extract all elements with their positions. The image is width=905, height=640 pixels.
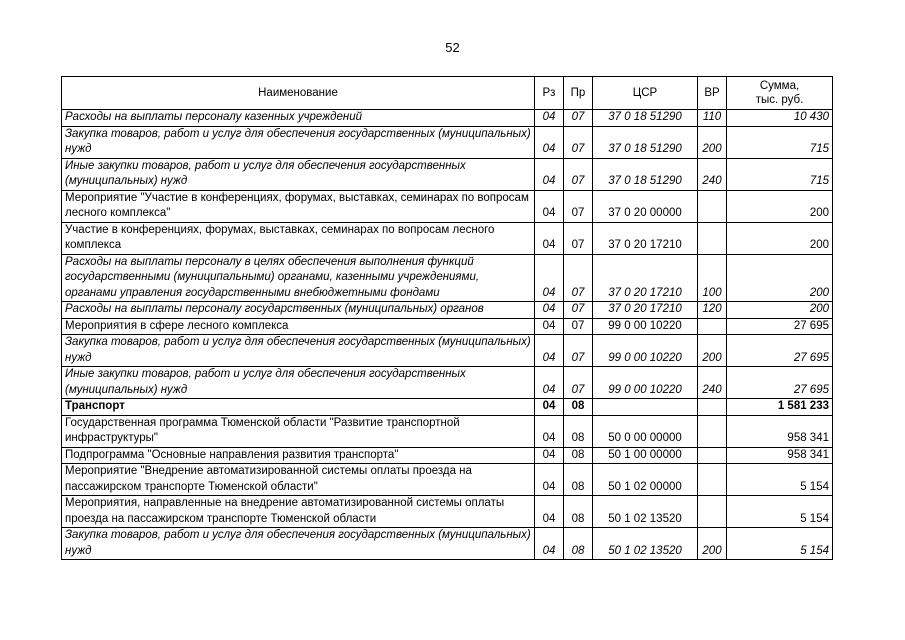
cell-rz: 04	[535, 367, 564, 399]
budget-table	[61, 76, 833, 560]
table-row	[62, 126, 833, 158]
table-row	[62, 496, 833, 528]
cell-vr: 100	[698, 254, 727, 302]
cell-rz: 04	[535, 496, 564, 528]
table-row	[62, 367, 833, 399]
cell-name: Подпрограмма "Основные направления развития транспорта"	[62, 447, 535, 464]
cell-rz: 04	[535, 302, 564, 319]
cell-sum: 5 154	[727, 464, 833, 496]
header-sum-line1: Сумма,	[759, 80, 800, 92]
cell-pr: 07	[564, 335, 593, 367]
cell-vr: 110	[698, 110, 727, 127]
cell-pr: 08	[564, 415, 593, 447]
cell-csr: 37 0 20 17210	[593, 302, 698, 319]
cell-name: Расходы на выплаты персоналу в целях обеспечения выполнения функций государственными (муниципальными) органами, казенными учреждениями, органами управления государственными внебюджетными фондами	[62, 254, 535, 302]
cell-pr: 08	[564, 464, 593, 496]
cell-csr: 50 1 02 13520	[593, 528, 698, 560]
cell-rz: 04	[535, 318, 564, 335]
cell-pr: 08	[564, 399, 593, 416]
cell-name: Государственная программа Тюменской области "Развитие транспортной инфраструктуры"	[62, 415, 535, 447]
cell-sum: 27 695	[727, 318, 833, 335]
cell-sum: 958 341	[727, 415, 833, 447]
cell-rz: 04	[535, 110, 564, 127]
table-header-row	[62, 77, 833, 110]
cell-sum: 10 430	[727, 110, 833, 127]
cell-name: Мероприятия в сфере лесного комплекса	[62, 318, 535, 335]
cell-sum: 200	[727, 254, 833, 302]
cell-csr: 37 0 20 00000	[593, 190, 698, 222]
cell-csr: 37 0 20 17210	[593, 222, 698, 254]
cell-vr	[698, 496, 727, 528]
header-sum-line2: тыс. руб.	[755, 94, 804, 106]
cell-sum: 200	[727, 302, 833, 319]
cell-vr: 200	[698, 335, 727, 367]
cell-csr: 99 0 00 10220	[593, 318, 698, 335]
table-row	[62, 528, 833, 560]
cell-pr: 07	[564, 254, 593, 302]
cell-csr: 50 1 02 00000	[593, 464, 698, 496]
cell-csr: 37 0 20 17210	[593, 254, 698, 302]
cell-name: Закупка товаров, работ и услуг для обеспечения государственных (муниципальных) нужд	[62, 126, 535, 158]
cell-name: Иные закупки товаров, работ и услуг для обеспечения государственных (муниципальных) нужд	[62, 367, 535, 399]
cell-csr: 50 1 00 00000	[593, 447, 698, 464]
cell-csr: 37 0 18 51290	[593, 158, 698, 190]
header-sum	[727, 77, 833, 110]
table-row	[62, 399, 833, 416]
cell-vr: 240	[698, 158, 727, 190]
page-number: 52	[445, 40, 460, 55]
cell-name: Мероприятие "Участие в конференциях, форумах, выставках, семинарах по вопросам лесного комплекса"	[62, 190, 535, 222]
cell-vr: 240	[698, 367, 727, 399]
cell-vr	[698, 318, 727, 335]
cell-sum: 5 154	[727, 528, 833, 560]
table-row	[62, 254, 833, 302]
cell-name: Участие в конференциях, форумах, выставках, семинарах по вопросам лесного комплекса	[62, 222, 535, 254]
table-row	[62, 464, 833, 496]
header-pr: Пр	[564, 77, 593, 110]
cell-pr: 08	[564, 447, 593, 464]
table-row	[62, 222, 833, 254]
cell-name: Расходы на выплаты персоналу государственных (муниципальных) органов	[62, 302, 535, 319]
cell-rz: 04	[535, 464, 564, 496]
cell-vr	[698, 415, 727, 447]
cell-csr: 37 0 18 51290	[593, 110, 698, 127]
cell-vr	[698, 222, 727, 254]
cell-vr	[698, 464, 727, 496]
cell-pr: 07	[564, 222, 593, 254]
cell-rz: 04	[535, 399, 564, 416]
cell-vr: 120	[698, 302, 727, 319]
table-row	[62, 335, 833, 367]
cell-pr: 07	[564, 318, 593, 335]
cell-csr: 99 0 00 10220	[593, 335, 698, 367]
cell-csr: 50 0 00 00000	[593, 415, 698, 447]
cell-pr: 07	[564, 126, 593, 158]
header-rz: Рз	[535, 77, 564, 110]
table-row	[62, 110, 833, 127]
table-row	[62, 302, 833, 319]
cell-vr	[698, 190, 727, 222]
cell-rz: 04	[535, 158, 564, 190]
table-row	[62, 158, 833, 190]
cell-sum: 1 581 233	[727, 399, 833, 416]
cell-csr: 50 1 02 13520	[593, 496, 698, 528]
cell-sum: 5 154	[727, 496, 833, 528]
cell-vr: 200	[698, 126, 727, 158]
cell-name: Иные закупки товаров, работ и услуг для обеспечения государственных (муниципальных) нужд	[62, 158, 535, 190]
cell-pr: 07	[564, 110, 593, 127]
cell-rz: 04	[535, 415, 564, 447]
cell-rz: 04	[535, 335, 564, 367]
cell-pr: 07	[564, 158, 593, 190]
cell-name: Мероприятие "Внедрение автоматизированной системы оплаты проезда на пассажирском транспорте Тюменской области"	[62, 464, 535, 496]
header-vr: ВР	[698, 77, 727, 110]
cell-rz: 04	[535, 254, 564, 302]
cell-rz: 04	[535, 190, 564, 222]
cell-rz: 04	[535, 126, 564, 158]
cell-rz: 04	[535, 222, 564, 254]
cell-pr: 08	[564, 528, 593, 560]
cell-sum: 200	[727, 190, 833, 222]
cell-pr: 08	[564, 496, 593, 528]
cell-pr: 07	[564, 302, 593, 319]
cell-name: Закупка товаров, работ и услуг для обеспечения государственных (муниципальных) нужд	[62, 335, 535, 367]
cell-name: Расходы на выплаты персоналу казенных учреждений	[62, 110, 535, 127]
cell-csr: 99 0 00 10220	[593, 367, 698, 399]
cell-sum: 200	[727, 222, 833, 254]
cell-sum: 958 341	[727, 447, 833, 464]
header-csr: ЦСР	[593, 77, 698, 110]
cell-rz: 04	[535, 447, 564, 464]
cell-csr: 37 0 18 51290	[593, 126, 698, 158]
cell-sum: 27 695	[727, 335, 833, 367]
table-row	[62, 447, 833, 464]
cell-pr: 07	[564, 367, 593, 399]
cell-name: Закупка товаров, работ и услуг для обеспечения государственных (муниципальных) нужд	[62, 528, 535, 560]
cell-vr	[698, 399, 727, 416]
cell-pr: 07	[564, 190, 593, 222]
header-name: Наименование	[62, 77, 535, 110]
cell-name: Мероприятия, направленные на внедрение автоматизированной системы оплаты проезда на пассажирском транспорте Тюменской области	[62, 496, 535, 528]
table-row	[62, 318, 833, 335]
cell-sum: 27 695	[727, 367, 833, 399]
table-row	[62, 190, 833, 222]
cell-name: Транспорт	[62, 399, 535, 416]
cell-rz: 04	[535, 528, 564, 560]
cell-sum: 715	[727, 126, 833, 158]
cell-sum: 715	[727, 158, 833, 190]
cell-vr: 200	[698, 528, 727, 560]
cell-vr	[698, 447, 727, 464]
cell-csr	[593, 399, 698, 416]
table-row	[62, 415, 833, 447]
